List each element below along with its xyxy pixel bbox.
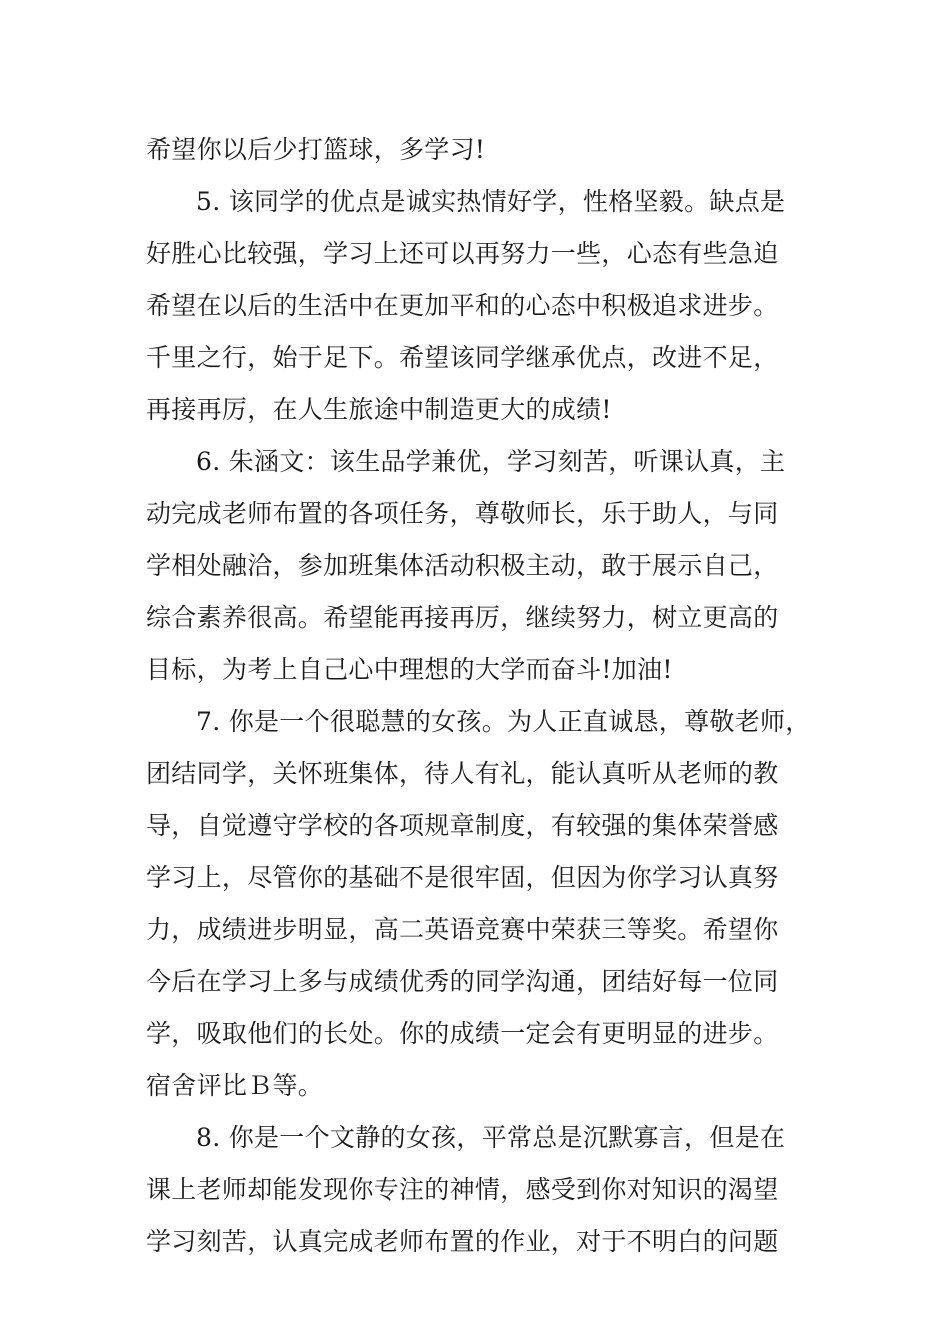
text-line: 今后在学习上多与成绩优秀的同学沟通，团结好每一位同 — [146, 967, 779, 996]
paragraph-start-7: 7. 你是一个很聪慧的女孩。为人正直诚恳，尊敬老师， — [196, 707, 811, 736]
text-line: 千里之行，始于足下。希望该同学继承优点，改进不足， — [146, 343, 779, 372]
document-body — [146, 124, 826, 1268]
text-line: 希望你以后少打篮球，多学习! — [146, 135, 486, 164]
text-line: 学，吸取他们的长处。你的成绩一定会有更明显的进步。 — [146, 1019, 779, 1048]
paragraph-start-6: 6. 朱涵文：该生品学兼优，学习刻苦，听课认真，主 — [196, 447, 786, 476]
paragraph-start-5: 5. 该同学的优点是诚实热情好学，性格坚毅。缺点是 — [196, 187, 786, 216]
text-line: 再接再厉，在人生旅途中制造更大的成绩! — [146, 395, 612, 424]
text-line: 课上老师却能发现你专注的神情，感受到你对知识的渴望 — [146, 1175, 779, 1204]
text-line: 学习刻苦，认真完成老师布置的作业，对于不明白的问题 — [146, 1227, 779, 1256]
text-line: 导，自觉遵守学校的各项规章制度，有较强的集体荣誉感 — [146, 811, 779, 840]
text-line: 团结同学，关怀班集体，待人有礼，能认真听从老师的教 — [146, 759, 779, 788]
paragraph-start-8: 8. 你是一个文静的女孩，平常总是沉默寡言，但是在 — [196, 1123, 786, 1152]
text-line: 希望在以后的生活中在更加平和的心态中积极追求进步。 — [146, 291, 779, 320]
text-line: 学习上，尽管你的基础不是很牢固，但因为你学习认真努 — [146, 863, 779, 892]
text-line: 学相处融洽，参加班集体活动积极主动，敢于展示自己， — [146, 551, 779, 580]
text-line: 动完成老师布置的各项任务，尊敬师长，乐于助人，与同 — [146, 499, 779, 528]
text-line: 宿舍评比Ｂ等。 — [146, 1071, 324, 1100]
text-line: 综合素养很高。希望能再接再厉，继续努力，树立更高的 — [146, 603, 779, 632]
text-line: 目标，为考上自己心中理想的大学而奋斗!加油! — [146, 655, 673, 684]
text-line: 好胜心比较强，学习上还可以再努力一些，心态有些急迫 — [146, 239, 779, 268]
text-line: 力，成绩进步明显，高二英语竞赛中荣获三等奖。希望你 — [146, 915, 779, 944]
